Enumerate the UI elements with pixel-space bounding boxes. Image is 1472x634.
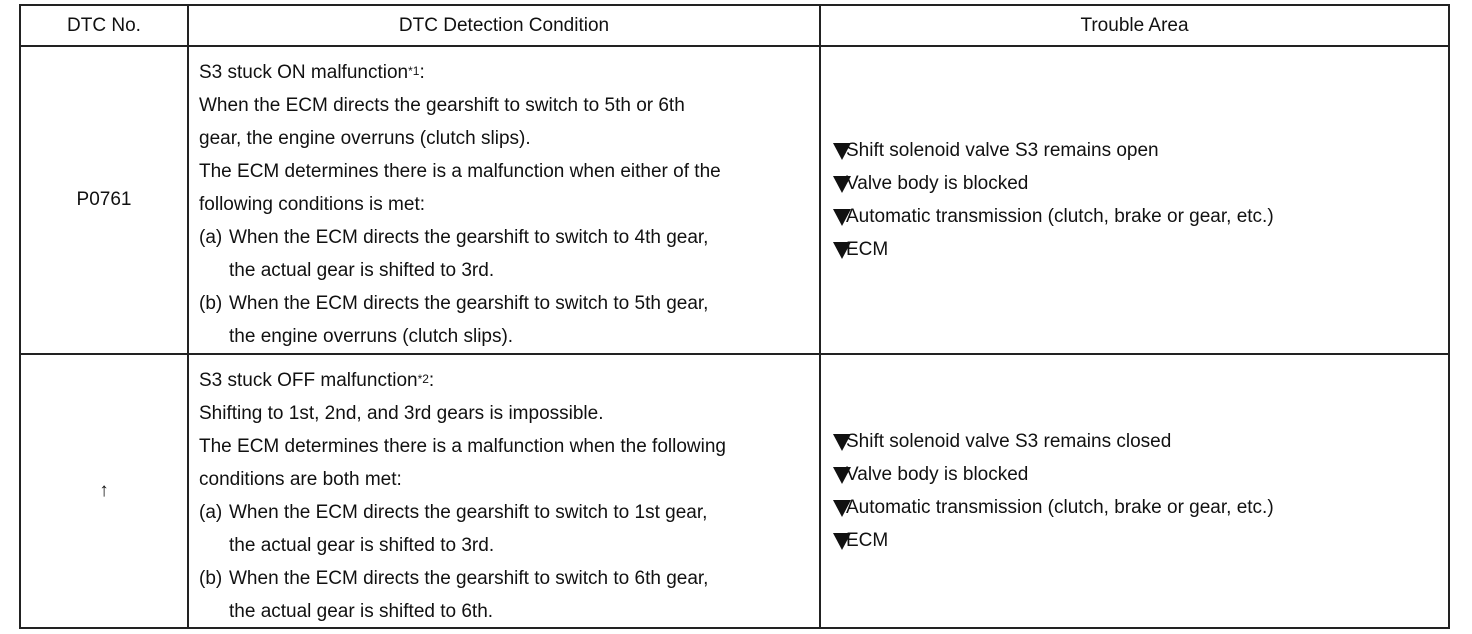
- condition-text: The ECM determines there is a malfunction when either of the: [199, 161, 721, 182]
- trouble-area-item: ECM: [833, 233, 1448, 266]
- triangle-bullet-icon: [833, 176, 851, 193]
- header-detection-condition: DTC Detection Condition: [189, 6, 821, 47]
- trouble-area-list: [821, 47, 1450, 355]
- triangle-bullet-icon: [833, 242, 851, 259]
- triangle-bullet-icon: [833, 143, 851, 160]
- condition-title: S3 stuck OFF malfunction$^{*2}$:: [199, 370, 435, 391]
- header-dtc-no: DTC No.: [21, 6, 189, 47]
- condition-item-b: (b) When the ECM directs the gearshift to switch to 5th gear,: [199, 293, 709, 314]
- condition-text: conditions are both met:: [199, 469, 402, 490]
- condition-text: Shifting to 1st, 2nd, and 3rd gears is impossible.: [199, 403, 604, 424]
- triangle-bullet-icon: [833, 533, 851, 550]
- trouble-area-item: Shift solenoid valve S3 remains open: [833, 134, 1448, 167]
- trouble-area-item: Automatic transmission (clutch, brake or gear, etc.): [833, 200, 1448, 233]
- trouble-area-item: ECM: [833, 524, 1448, 557]
- trouble-area-item: Shift solenoid valve S3 remains closed: [833, 425, 1448, 458]
- triangle-bullet-icon: [833, 209, 851, 226]
- dtc-code-same-arrow: ↑: [21, 355, 189, 629]
- condition-item-a-cont: the actual gear is shifted to 3rd.: [229, 260, 495, 281]
- condition-item-a-cont: the actual gear is shifted to 3rd.: [229, 535, 495, 556]
- trouble-area-item: Valve body is blocked: [833, 458, 1448, 491]
- trouble-area-item: Valve body is blocked: [833, 167, 1448, 200]
- trouble-area-item: Automatic transmission (clutch, brake or gear, etc.): [833, 491, 1448, 524]
- condition-item-a: (a) When the ECM directs the gearshift to switch to 1st gear,: [199, 502, 708, 523]
- detection-condition: [189, 355, 821, 629]
- trouble-area-list: [821, 355, 1450, 629]
- condition-item-b: (b) When the ECM directs the gearshift to switch to 6th gear,: [199, 568, 709, 589]
- dtc-table: [19, 4, 1450, 629]
- detection-condition: [189, 47, 821, 355]
- condition-item-b-cont: the actual gear is shifted to 6th.: [229, 601, 494, 622]
- footnote-marker: *1: [408, 64, 420, 78]
- condition-text: gear, the engine overruns (clutch slips).: [199, 128, 531, 149]
- condition-text: following conditions is met:: [199, 194, 425, 215]
- condition-item-a: (a) When the ECM directs the gearshift to switch to 4th gear,: [199, 227, 709, 248]
- condition-title: S3 stuck ON malfunction$^{*1}$:: [199, 62, 425, 83]
- condition-text: The ECM determines there is a malfunction when the following: [199, 436, 726, 457]
- triangle-bullet-icon: [833, 434, 851, 451]
- triangle-bullet-icon: [833, 467, 851, 484]
- condition-item-b-cont: the engine overruns (clutch slips).: [229, 326, 514, 347]
- header-trouble-area: Trouble Area: [821, 6, 1450, 47]
- footnote-marker: *2: [417, 372, 429, 386]
- dtc-code: P0761: [21, 47, 189, 355]
- condition-text: When the ECM directs the gearshift to switch to 5th or 6th: [199, 95, 685, 116]
- triangle-bullet-icon: [833, 500, 851, 517]
